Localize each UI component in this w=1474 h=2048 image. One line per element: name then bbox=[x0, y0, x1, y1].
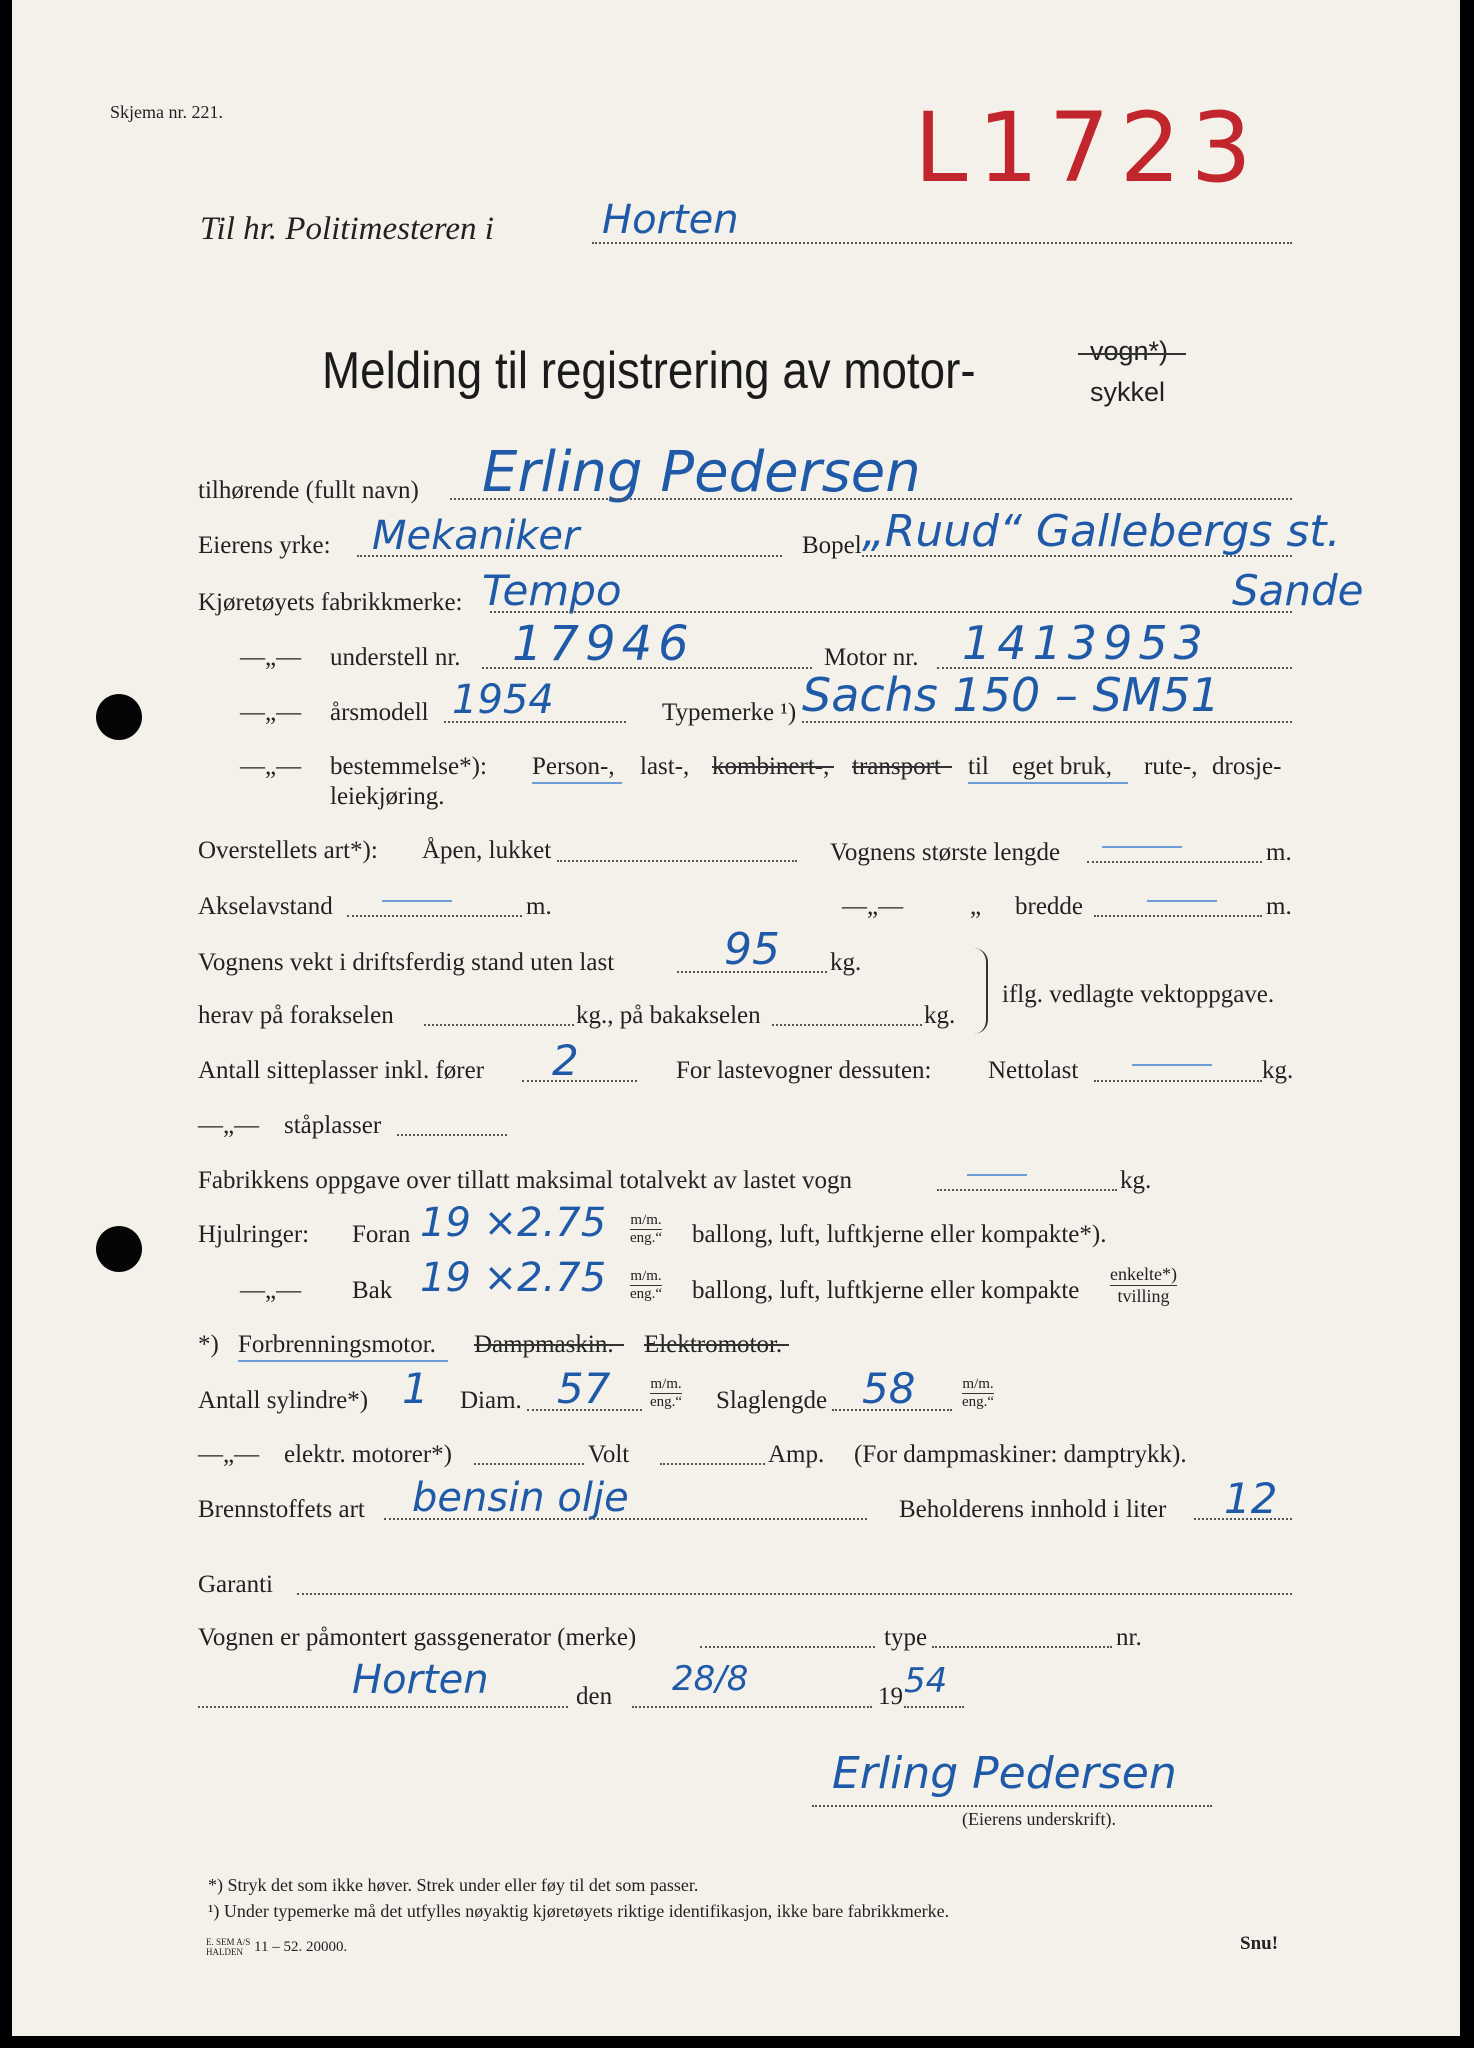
punch-hole-bottom bbox=[96, 1226, 142, 1272]
printer-mark-bottom: HALDEN bbox=[206, 1947, 243, 1957]
type-label: Typemerke ¹) bbox=[662, 699, 797, 726]
wheelbase-unit: m. bbox=[526, 893, 552, 920]
steam-pressure-label: (For dampmaskiner: damptrykk). bbox=[854, 1441, 1187, 1468]
year-value: 54 bbox=[904, 1661, 948, 1701]
footnote-2: ¹) Under typemerke må det utfylles nøyaktig kjøretøyets riktige identifikasjon, ikke bare fabrikkmerke. bbox=[208, 1901, 950, 1921]
chassis-label: understell nr. bbox=[330, 644, 461, 671]
tank-label: Beholderens innhold i liter bbox=[899, 1496, 1167, 1523]
occupation-label: Eierens yrke: bbox=[198, 532, 331, 559]
net-load-label: Nettolast bbox=[988, 1057, 1079, 1084]
stroke-unit: m/m. eng.“ bbox=[962, 1376, 995, 1411]
engine-kind-prefix: *) bbox=[198, 1331, 219, 1358]
ditto-year: —„— bbox=[240, 699, 302, 726]
chassis-value: 17946 bbox=[512, 616, 695, 672]
make-value: Tempo bbox=[482, 566, 622, 615]
addressee-value: Horten bbox=[602, 197, 739, 243]
place-value: Horten bbox=[352, 1657, 489, 1703]
ditto-width: —„— bbox=[842, 893, 904, 920]
stroke-label: Slaglengde bbox=[716, 1387, 828, 1414]
case-reference: L1723 bbox=[914, 92, 1262, 204]
title-option-kept: sykkel bbox=[1090, 377, 1166, 407]
net-load-unit: kg. bbox=[1262, 1057, 1294, 1084]
tyres-front-types: ballong, luft, luftkjerne eller kompakte*). bbox=[692, 1221, 1107, 1248]
tyres-front-unit: m/m. eng.“ bbox=[630, 1212, 663, 1247]
stroke-value: 58 bbox=[862, 1364, 916, 1413]
rear-axle-unit: kg. bbox=[924, 1002, 956, 1029]
title-option-struck: vogn*) bbox=[1090, 336, 1169, 366]
gas-type-label: type bbox=[884, 1624, 928, 1651]
tyres-rear-unit: m/m. eng.“ bbox=[630, 1268, 663, 1303]
den-label: den bbox=[576, 1683, 613, 1710]
engine-combustion: Forbrenningsmotor. bbox=[238, 1331, 436, 1358]
max-total-label: Fabrikkens oppgave over tillatt maksimal totalvekt av lastet vogn bbox=[198, 1167, 853, 1194]
motor-value: 1413953 bbox=[962, 616, 1209, 670]
cylinders-value: 1 bbox=[402, 1364, 429, 1413]
max-total-unit: kg. bbox=[1120, 1167, 1152, 1194]
electric-motors-label: elektr. motorer*) bbox=[284, 1441, 452, 1468]
signature-caption: (Eierens underskrift). bbox=[962, 1809, 1116, 1829]
ditto-rear: —„— bbox=[240, 1277, 302, 1304]
owner-name-label: tilhørende (fullt navn) bbox=[198, 477, 419, 504]
printer-mark-top: E. SEM A/S bbox=[206, 1937, 251, 1947]
wheelbase-label: Akselavstand bbox=[198, 893, 333, 920]
form-number: Skjema nr. 221. bbox=[110, 102, 223, 122]
ditto-standing: —„— bbox=[198, 1112, 260, 1139]
tyres-rear-types: ballong, luft, luftkjerne eller kompakte bbox=[692, 1277, 1080, 1304]
footnote-1: *) Stryk det som ikke høver. Strek under eller føy til det som passer. bbox=[208, 1875, 699, 1895]
width-label: bredde bbox=[1015, 893, 1084, 920]
ditto-purpose: —„— bbox=[240, 753, 302, 780]
weight-brace bbox=[972, 948, 988, 1034]
address-label: Bopel bbox=[802, 532, 862, 559]
length-label: Vognens største lengde bbox=[830, 839, 1061, 866]
tyres-single-twin: enkelte*) tvilling bbox=[1110, 1264, 1177, 1306]
body-options: Åpen, lukket bbox=[422, 837, 552, 864]
ditto-chassis: —„— bbox=[240, 644, 302, 671]
body-label: Overstellets art*): bbox=[198, 837, 378, 864]
owner-signature: Erling Pedersen bbox=[832, 1748, 1177, 1799]
engine-steam: Dampmaskin. bbox=[474, 1331, 614, 1358]
diam-value: 57 bbox=[557, 1364, 611, 1413]
tyres-rear-label: Bak bbox=[352, 1277, 393, 1304]
diam-label: Diam. bbox=[460, 1387, 522, 1414]
address-value-1: „Ruud“ Gallebergs st. bbox=[862, 506, 1341, 557]
tyres-front-value: 19 ×2.75 bbox=[420, 1200, 607, 1246]
purpose-drosje: drosje- bbox=[1212, 753, 1282, 780]
gas-generator-label: Vognen er påmontert gassgenerator (merke) bbox=[198, 1624, 637, 1651]
purpose-eget: eget bruk, bbox=[1012, 753, 1112, 780]
truck-label: For lastevogner dessuten: bbox=[676, 1057, 932, 1084]
gas-nr-label: nr. bbox=[1116, 1624, 1142, 1651]
date-value: 28/8 bbox=[672, 1659, 749, 1699]
tyres-label: Hjulringer: bbox=[198, 1221, 310, 1248]
purpose-kombinert: kombinert-, bbox=[712, 753, 830, 780]
rear-axle-label: kg., på bakakselen bbox=[576, 1002, 761, 1029]
front-axle-label: herav på forakselen bbox=[198, 1002, 394, 1029]
punch-hole-top bbox=[96, 694, 142, 740]
ditto-electric: —„— bbox=[198, 1441, 260, 1468]
amp-label: Amp. bbox=[768, 1441, 825, 1468]
owner-name-value: Erling Pedersen bbox=[482, 440, 921, 505]
purpose-line2: leiekjøring. bbox=[330, 783, 445, 810]
tyres-front-label: Foran bbox=[352, 1221, 411, 1248]
curb-weight-value: 95 bbox=[724, 924, 780, 975]
engine-electric: Elektromotor. bbox=[644, 1331, 783, 1358]
weight-source-label: iflg. vedlagte vektoppgave. bbox=[1002, 981, 1275, 1008]
year-prefix: 19 bbox=[878, 1683, 903, 1710]
curb-weight-label: Vognens vekt i driftsferdig stand uten last bbox=[198, 949, 615, 976]
width-unit: m. bbox=[1266, 893, 1292, 920]
standing-label: ståplasser bbox=[284, 1112, 382, 1139]
length-unit: m. bbox=[1266, 839, 1292, 866]
fuel-label: Brennstoffets art bbox=[198, 1496, 365, 1523]
turn-over-label: Snu! bbox=[1240, 1933, 1279, 1954]
curb-weight-unit: kg. bbox=[830, 949, 862, 976]
purpose-til: til bbox=[968, 753, 989, 780]
motor-label: Motor nr. bbox=[824, 644, 919, 671]
purpose-transport: transport bbox=[852, 753, 941, 780]
diam-unit: m/m. eng.“ bbox=[650, 1376, 683, 1411]
purpose-label: bestemmelse*): bbox=[330, 753, 487, 780]
year-label: årsmodell bbox=[330, 699, 429, 726]
tyres-rear-value: 19 ×2.75 bbox=[420, 1255, 607, 1301]
volt-label: Volt bbox=[588, 1441, 630, 1468]
tank-value: 12 bbox=[1224, 1474, 1278, 1523]
page-title: Melding til registrering av motor- bbox=[322, 342, 976, 400]
address-value-2: Sande bbox=[1232, 566, 1364, 615]
print-code: 11 – 52. 20000. bbox=[254, 1939, 348, 1955]
ditto-quote: „ bbox=[970, 893, 982, 920]
cylinders-label: Antall sylindre*) bbox=[198, 1387, 369, 1414]
make-label: Kjøretøyets fabrikkmerke: bbox=[198, 589, 463, 616]
seats-label: Antall sitteplasser inkl. fører bbox=[198, 1057, 485, 1084]
form-sheet bbox=[12, 0, 1460, 2036]
purpose-person: Person-, bbox=[532, 753, 615, 780]
addressee-label: Til hr. Politimesteren i bbox=[200, 211, 494, 247]
type-value: Sachs 150 – SM51 bbox=[802, 668, 1220, 722]
guarantee-label: Garanti bbox=[198, 1571, 273, 1598]
occupation-value: Mekaniker bbox=[372, 513, 580, 559]
purpose-last: last-, bbox=[640, 753, 690, 780]
purpose-rute: rute-, bbox=[1144, 753, 1198, 780]
year-value: 1954 bbox=[452, 677, 554, 723]
seats-value: 2 bbox=[552, 1036, 579, 1085]
fuel-value: bensin olje bbox=[412, 1475, 629, 1521]
